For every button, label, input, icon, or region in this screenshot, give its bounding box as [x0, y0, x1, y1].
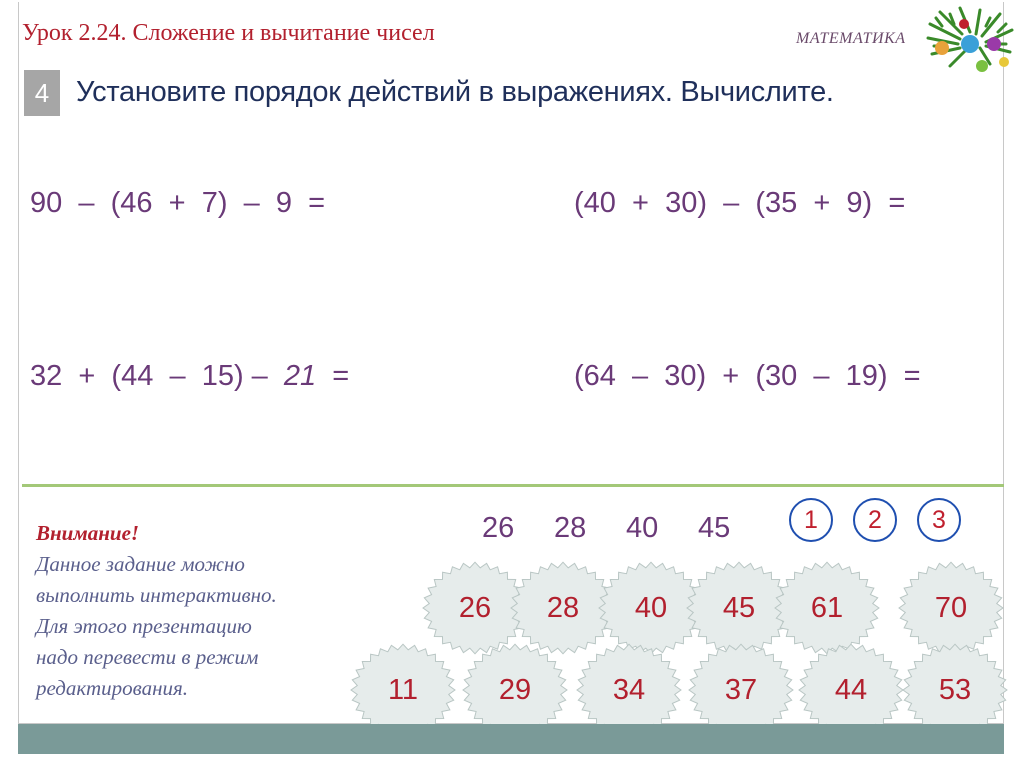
badge-value: 45: [722, 592, 756, 624]
step-circle-1[interactable]: 1: [789, 498, 833, 542]
note-line: надо перевести в режим: [36, 645, 259, 669]
answer-slot-2[interactable]: 28: [554, 512, 587, 544]
note-line: Для этого презентацию: [36, 614, 252, 638]
expression-3-italic: 21: [283, 360, 317, 392]
badge-value: 37: [724, 674, 758, 706]
step-circle-2[interactable]: 2: [853, 498, 897, 542]
badge-value: 28: [546, 592, 580, 624]
task-instruction: Установите порядок действий в выражениях. Вычислите.: [76, 76, 834, 108]
note-line: Данное задание можно: [36, 552, 245, 576]
answer-slot-3[interactable]: 40: [626, 512, 659, 544]
badge-value: 44: [834, 674, 868, 706]
expression-3: [30, 360, 349, 393]
expression-2: (40 + 30) – (35 + 9) =: [574, 187, 906, 219]
christmas-decoration-icon: [920, 4, 1020, 86]
note-line: выполнить интерактивно.: [36, 583, 277, 607]
note-heading: Внимание!: [36, 521, 140, 545]
section-divider: [22, 484, 1004, 487]
note-line: редактирования.: [36, 676, 189, 700]
expression-3-part: 32 + (44 – 15) –: [30, 360, 284, 392]
task-number: 4: [24, 70, 60, 116]
badge-value: 26: [458, 592, 492, 624]
badge-value: 40: [634, 592, 668, 624]
answer-slot-4[interactable]: 45: [698, 512, 731, 544]
expression-1: 90 – (46 + 7) – 9 =: [30, 187, 326, 219]
badge-value: 70: [934, 592, 968, 624]
lesson-title: Урок 2.24. Сложение и вычитание чисел: [22, 20, 435, 46]
badge-value: 53: [938, 674, 972, 706]
footer-bar: [18, 724, 1004, 754]
expression-3-end: =: [316, 360, 350, 392]
step-circle-3[interactable]: 3: [917, 498, 961, 542]
badge-value: 11: [387, 674, 419, 706]
attention-note: [36, 518, 277, 704]
badge-value: 29: [498, 674, 532, 706]
subject-label: МАТЕМАТИКА: [796, 30, 906, 47]
badge-value: 34: [612, 674, 646, 706]
badge-value: 61: [810, 592, 844, 624]
expression-4: (64 – 30) + (30 – 19) =: [574, 360, 921, 392]
answer-slot-1[interactable]: 26: [482, 512, 515, 544]
